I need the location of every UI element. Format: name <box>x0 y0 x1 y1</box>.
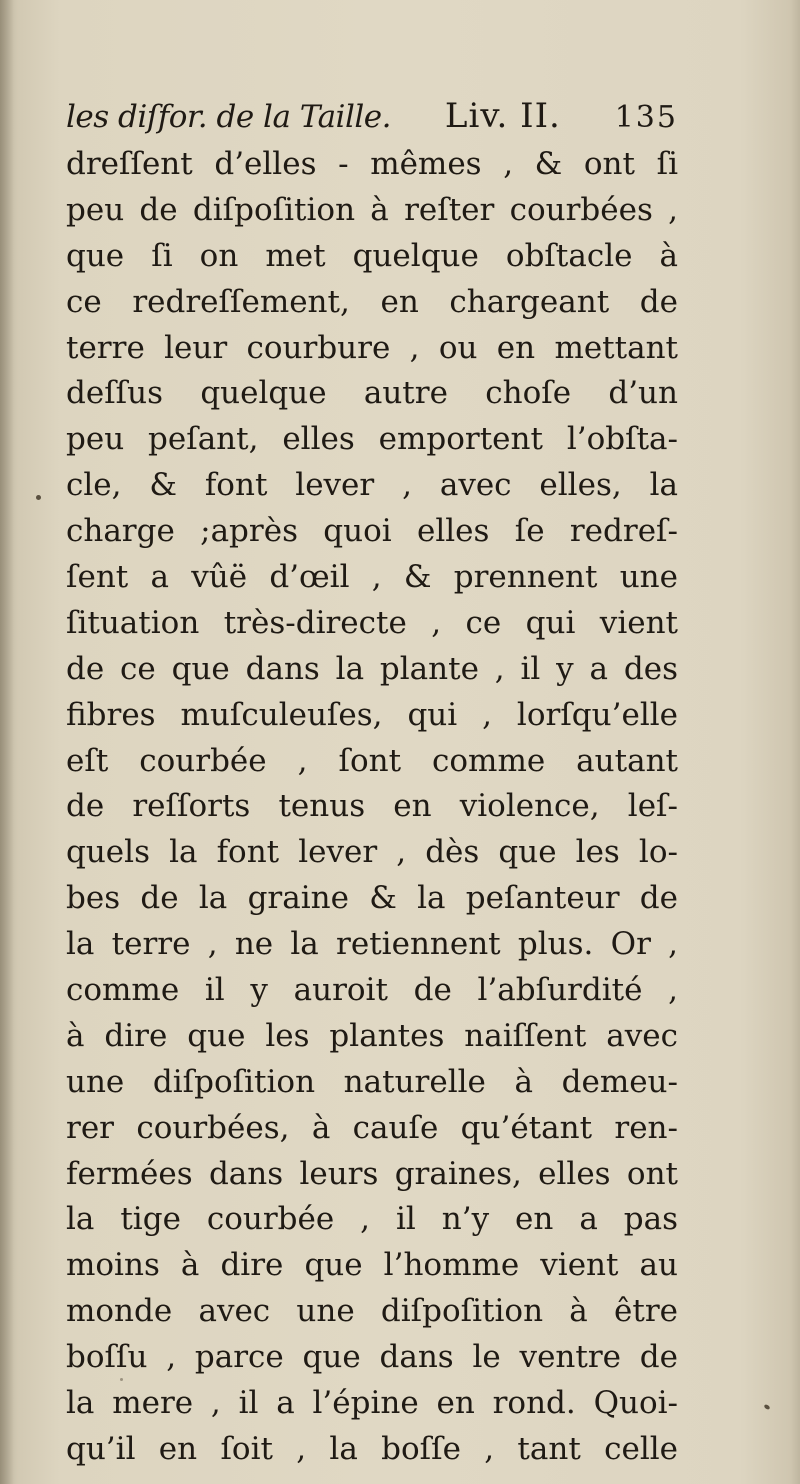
page-gutter-shadow <box>0 0 14 1484</box>
text-line: fibres muſculeuſes, qui , lorſqu’elle <box>66 696 678 733</box>
text-line: que ſi on met quelque obſtacle à <box>66 237 678 274</box>
running-head <box>66 90 678 142</box>
text-line: de reſſorts tenus en violence, leſ- <box>66 788 678 825</box>
text-line: terre leur courbure , ou en mettant <box>66 329 678 366</box>
text-line: qu’il en ſoit , la boſſe , tant celle <box>66 1430 678 1467</box>
text-line: une diſpoſition naturelle à demeu- <box>66 1063 678 1100</box>
text-line: eſt courbée , ſont comme autant <box>66 742 678 779</box>
text-line: quels la font lever , dès que les lo- <box>66 834 678 871</box>
text-line: ſituation très-directe , ce qui vient <box>66 604 678 641</box>
text-line: rer courbées, à cauſe qu’étant ren- <box>66 1109 678 1146</box>
text-line: fermées dans leurs graines, elles ont <box>66 1155 678 1192</box>
running-head-title: les diſfor. de la Taille. <box>66 99 392 135</box>
text-line: à dire que les plantes naiſſent avec <box>66 1017 678 1054</box>
text-line: monde avec une diſpoſition à être <box>66 1293 678 1330</box>
text-line: boſſu , parce que dans le ventre de <box>66 1339 678 1376</box>
text-line: peu de diſpoſition à reſter courbées , <box>66 191 678 228</box>
text-line: comme il y auroit de l’abſurdité , <box>66 972 678 1009</box>
text-line: peu peſant, elles emportent l’obſta- <box>66 421 678 458</box>
page-number: 135 <box>614 100 678 135</box>
text-line: ſent a vûë d’œil , & prennent une <box>66 559 678 596</box>
text-line: la mere , il a l’épine en rond. Quoi- <box>66 1385 678 1422</box>
text-line: ce redreſſement, en chargeant de <box>66 283 678 320</box>
running-head-book: Liv. II. <box>444 96 561 136</box>
text-line: la tige courbée , il n’y en a pas <box>66 1201 678 1238</box>
text-line: deſſus quelque autre choſe d’un <box>66 375 678 412</box>
paper-speck <box>763 1404 770 1411</box>
text-line: bes de la graine & la peſanteur de <box>66 880 678 917</box>
text-line: la terre , ne la retiennent plus. Or , <box>66 926 678 963</box>
paper-speck <box>36 495 41 500</box>
paper-speck <box>120 1378 123 1381</box>
text-line: cle, & font lever , avec elles, la <box>66 467 678 504</box>
text-line: moins à dire que l’homme vient au <box>66 1247 678 1284</box>
text-line: charge ;après quoi elles ſe redreſ- <box>66 513 678 550</box>
text-line: de ce que dans la plante , il y a des <box>66 650 678 687</box>
text-line: dreſſent d’elles - mêmes , & ont ſi <box>66 146 678 182</box>
page-text-block <box>66 90 678 1473</box>
